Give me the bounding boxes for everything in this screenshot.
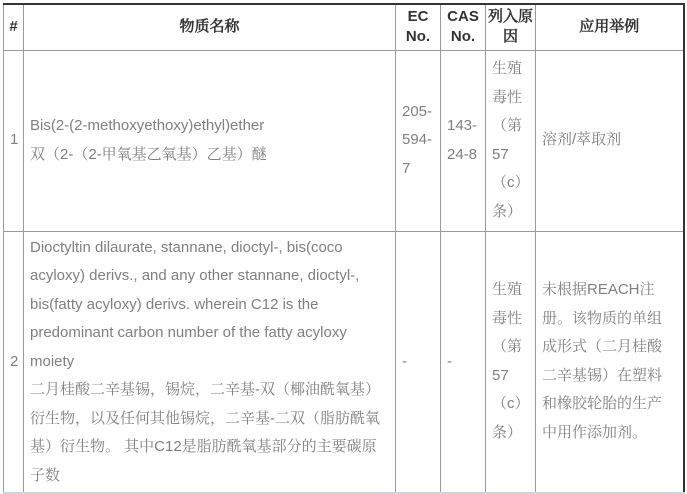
ec-number-cell: - xyxy=(396,231,441,493)
column-header-reason: 列入原因 xyxy=(486,4,536,50)
header-row xyxy=(4,4,684,50)
substance-name-cell xyxy=(24,50,396,231)
table-row xyxy=(4,231,684,493)
ec-number-cell: 205-594-7 xyxy=(396,50,441,231)
substance-name-cell xyxy=(24,231,396,493)
column-header-examples: 应用举例 xyxy=(536,4,684,50)
column-header-cas-no: CAS No. xyxy=(441,4,486,50)
cas-number-cell: 143-24-8 xyxy=(441,50,486,231)
row-index: 2 xyxy=(4,231,24,493)
substance-name-zh: 二月桂酸二辛基锡，锡烷，二辛基-双（椰油酰氧基）衍生物，以及任何其他锡烷，二辛基-二双（脂肪酰氧基）衍生物。 其中C12是脂肪酰氧基部分的主要碳原子数 xyxy=(30,381,380,484)
application-examples-cell: 溶剂/萃取剂 xyxy=(536,50,684,231)
column-header-name: 物质名称 xyxy=(24,4,396,50)
application-examples-cell: 未根据REACH注册。该物质的单组成形式（二月桂酸二辛基锡）在塑料和橡胶轮胎的生产中用作添加剂。 xyxy=(536,231,684,493)
column-header-ec-no: EC No. xyxy=(396,4,441,50)
inclusion-reason-cell: 生殖毒性（第57（c）条） xyxy=(486,50,536,231)
svhc-substance-table xyxy=(3,3,685,494)
row-index: 1 xyxy=(4,50,24,231)
substance-name-en: Dioctyltin dilaurate, stannane, dioctyl-, bis(coco acyloxy) derivs., and any other stannane, dioctyl-, bis(fatty acyloxy) derivs. wherein C12 is the predominant carbon number of the fatty acyloxy moiety xyxy=(30,238,360,370)
substance-name-zh: 双（2-（2-甲氧基乙氧基）乙基）醚 xyxy=(30,145,267,163)
inclusion-reason-cell: 生殖毒性（第57（c）条） xyxy=(486,231,536,493)
column-header-index: # xyxy=(4,4,24,50)
table-row xyxy=(4,50,684,231)
cas-number-cell: - xyxy=(441,231,486,493)
substance-name-en: Bis(2-(2-methoxyethoxy)ethyl)ether xyxy=(30,117,265,134)
